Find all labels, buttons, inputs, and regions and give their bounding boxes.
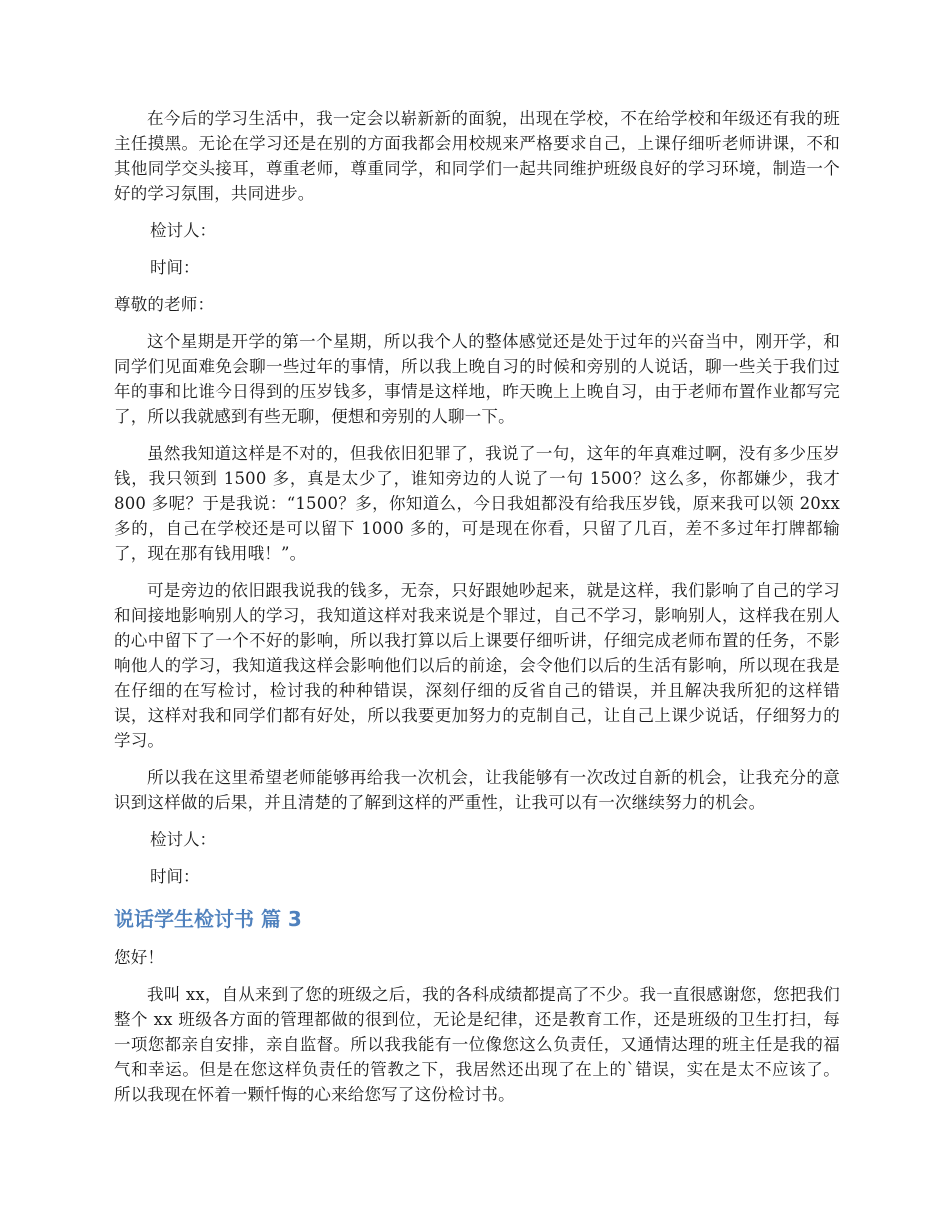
date-line: 时间： [150,867,200,886]
paragraph: 虽然我知道这样是不对的，但我依旧犯罪了，我说了一句，这年的年真难过啊，没有多少压岁钱，我只领到 1500 多，真是太少了，谁知旁边的人说了一句 1500？这么多，你都嫌少，我才 800 多呢？于是我说：“1500？多，你知道么，今日我姐都没有给我压岁钱，原来我可以领 20xx 多的，自己在学校还是可以留下 1000 多的，可是现在你看，只留了几百，差不多过年打牌都输了，现在那有钱用哦！”。 [114,444,840,563]
paragraph: 这个星期是开学的第一个星期，所以我个人的整体感觉还是处于过年的兴奋当中，刚开学，和同学们见面难免会聊一些过年的事情，所以我上晚自习的时候和旁别的人说话，聊一些关于我们过年的事和比谁今日得到的压岁钱多，事情是这样地，昨天晚上上晚自习，由于老师布置作业都写完了，所以我就感到有些无聊，便想和旁别的人聊一下。 [114,332,840,426]
salutation: 尊敬的老师： [114,295,215,314]
section-heading: 说话学生检讨书 篇 3 [114,907,302,931]
salutation: 您好！ [114,948,165,967]
date-line: 时间： [150,258,200,277]
paragraph: 所以我在这里希望老师能够再给我一次机会，让我能够有一次改过自新的机会，让我充分的意识到这样做的后果，并且清楚的了解到这样的严重性，让我可以有一次继续努力的机会。 [114,768,840,812]
paragraph: 在今后的学习生活中，我一定会以崭新新的面貌，出现在学校，不在给学校和年级还有我的班主任摸黑。无论在学习还是在别的方面我都会用校规来严格要求自己，上课仔细听老师讲课，不和其他同学交头接耳，尊重老师，尊重同学，和同学们一起共同维护班级良好的学习环境，制造一个好的学习氛围，共同进步。 [114,109,840,203]
signature-line: 检讨人： [150,830,216,849]
paragraph: 可是旁边的依旧跟我说我的钱多，无奈，只好跟她吵起来，就是这样，我们影响了自己的学习和间接地影响别人的学习，我知道这样对我来说是个罪过，自己不学习，影响别人，这样我在别人的心中留下了一个不好的影响，所以我打算以后上课要仔细听讲，仔细完成老师布置的任务，不影响他人的学习，我知道我这样会影响他们以后的前途，会令他们以后的生活有影响，所以现在我是在仔细的在写检讨，检讨我的种种错误，深刻仔细的反省自己的错误，并且解决我所犯的这样错误，这样对我和同学们都有好处，所以我要更加努力的克制自己，让自己上课少说话，仔细努力的学习。 [114,581,840,750]
document-body [114,106,840,1119]
paragraph: 我叫 xx，自从来到了您的班级之后，我的各科成绩都提高了不少。我一直很感谢您，您把我们整个 xx 班级各方面的管理都做的很到位，无论是纪律，还是教育工作，还是班级的卫生打扫，每一项您都亲自安排，亲自监督。所以我我能有一位像您这么负责任，又通情达理的班主任是我的福气和幸运。但是在您这样负责任的管教之下，我居然还出现了在上的`错误，实在是太不应该了。所以我现在怀着一颗忏悔的心来给您写了这份检讨书。 [114,985,840,1104]
signature-line: 检讨人： [150,221,216,240]
